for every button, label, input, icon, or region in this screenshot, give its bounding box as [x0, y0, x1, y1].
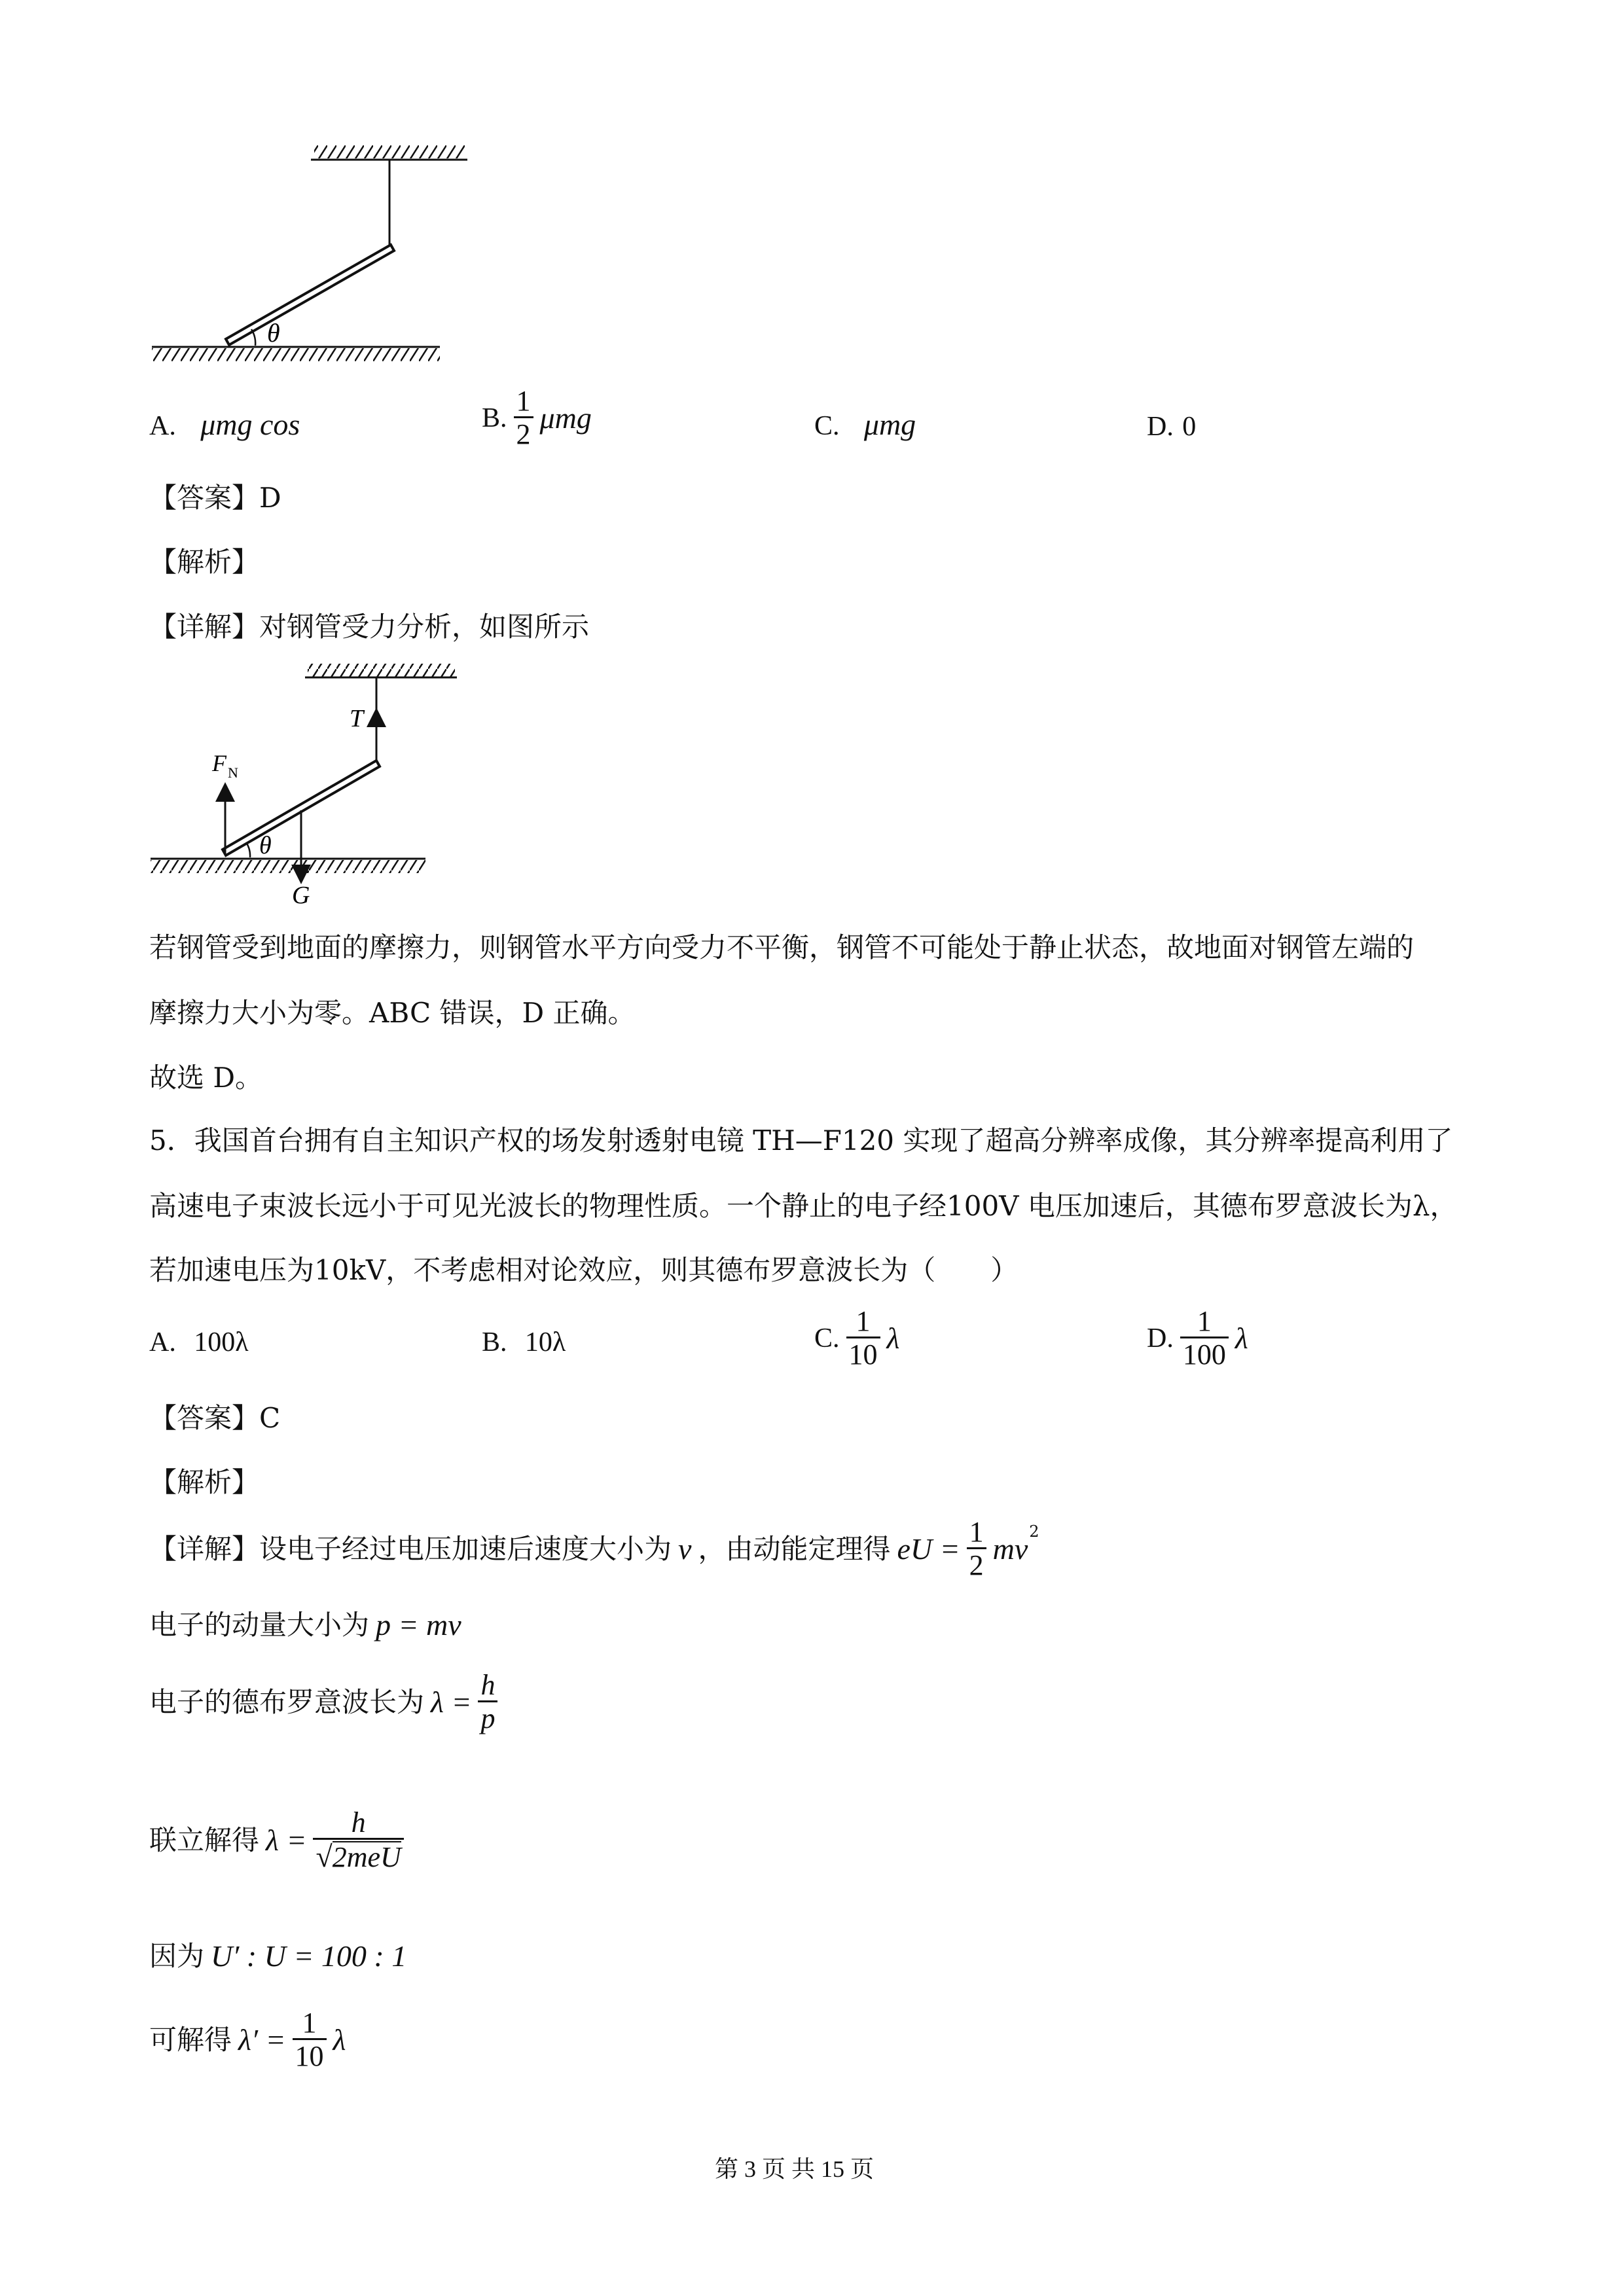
q4-option-a: A. μmg cos: [149, 408, 300, 441]
q4-explanation-line2: 摩擦力大小为零。ABC 错误，D 正确。: [149, 997, 636, 1029]
gravity-label: G: [292, 882, 310, 909]
q5-analysis-label: 【解析】: [149, 1466, 260, 1498]
q5-result: 可解得 λ′ = $\frac{1}{10}$ λ: [149, 2007, 346, 2073]
tension-label: T: [350, 705, 364, 732]
ceiling-hatch: [308, 664, 455, 677]
q5-momentum: 电子的动量大小为 p = mv: [149, 1608, 461, 1641]
q5-option-c: C. $\frac{1}{10}$ λ: [814, 1305, 900, 1371]
q4-conclusion: 故选 D。: [149, 1062, 263, 1094]
q5-solve: 联立解得 λ = h √ 2meU: [149, 1808, 404, 1873]
angle-arc: [246, 842, 250, 857]
q5-ratio: 因为 U′ : U = 100 : 1: [149, 1939, 407, 1973]
q5-wavelength: 电子的德布罗意波长为 λ = $\frac{h}{p}$: [149, 1670, 497, 1734]
q5-option-b: B. 10λ: [482, 1327, 566, 1357]
q5-option-a: A. 100λ: [149, 1327, 249, 1357]
ceiling-hatch: [314, 145, 465, 158]
angle-label: θ: [267, 318, 280, 348]
q4-answer: 【答案】D: [149, 482, 281, 514]
q5-line2: 高速电子束波长远小于可见光波长的物理性质。一个静止的电子经100V 电压加速后，其德布罗意波长为λ，: [149, 1190, 1458, 1222]
q5-line1: 5．我国首台拥有自主知识产权的场发射透射电镜 TH—F120 实现了超高分辨率成像，其分辨率提高利用了: [149, 1124, 1453, 1157]
q4-option-d: D. 0: [1147, 412, 1197, 442]
figure-force-analysis: [144, 655, 471, 916]
q5-line3: 若加速电压为10kV，不考虑相对论效应，则其德布罗意波长为（ ）: [149, 1254, 1019, 1286]
q4-analysis-label: 【解析】: [149, 546, 260, 578]
q5-detail-kinetic: 【详解】设电子经过电压加速后速度大小为 v ，由动能定理得 eU = $\frac{1}{2}$ mv 2: [149, 1516, 1039, 1582]
normal-label: $F_N$: [212, 750, 238, 781]
q4-explanation-line1: 若钢管受到地面的摩擦力，则钢管水平方向受力不平衡，钢管不可能处于静止状态，故地面对钢管左端的: [149, 931, 1415, 963]
figure-tube-setup: [144, 131, 484, 367]
q4-option-c: C. μmg: [814, 408, 916, 441]
ground-hatch: [151, 860, 425, 873]
ground-hatch: [152, 348, 440, 361]
q5-answer: 【答案】C: [149, 1402, 281, 1434]
q4-option-b: B. $\frac{1}{2}$ μmg: [482, 385, 592, 451]
q4-detail: 【详解】对钢管受力分析，如图所示: [149, 611, 590, 643]
q5-option-d: D. $\frac{1}{100}$ λ: [1147, 1305, 1248, 1371]
page-footer: 第 3 页 共 15 页: [715, 2156, 875, 2182]
angle-label: θ: [259, 832, 272, 859]
